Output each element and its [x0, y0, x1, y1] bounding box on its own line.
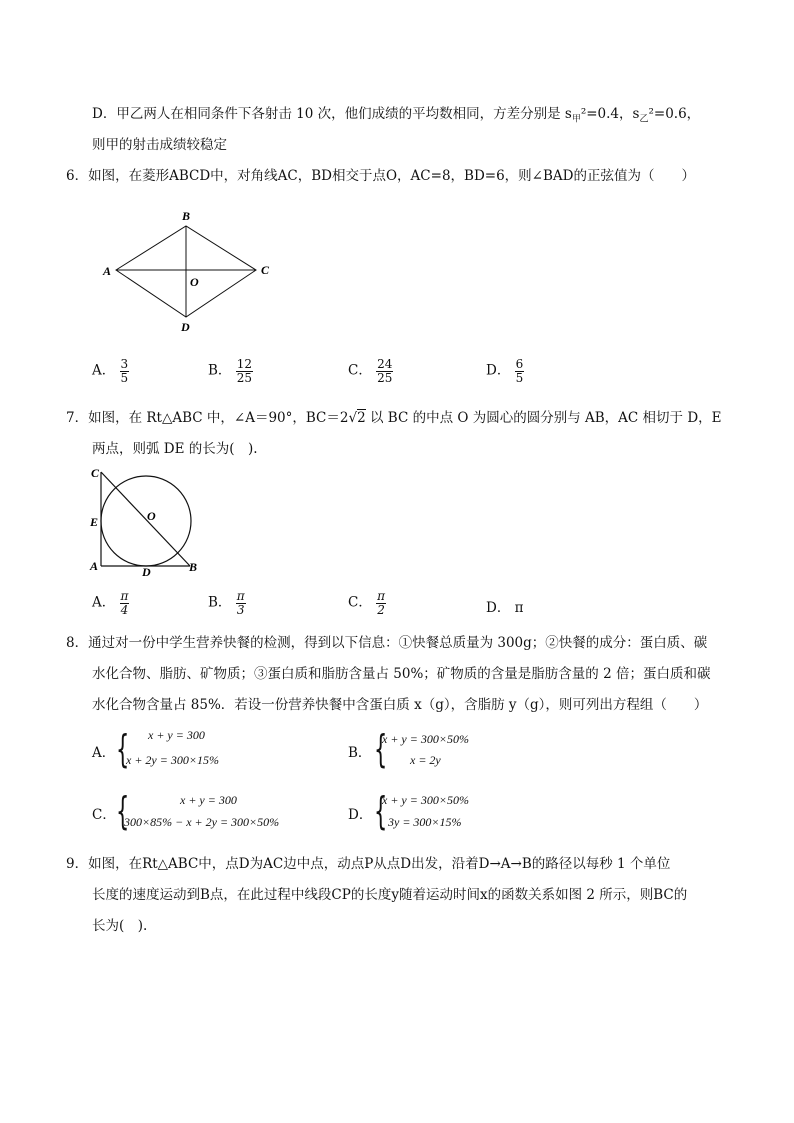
option-letter: B．	[208, 594, 232, 611]
equation-2: 3y = 300×15%	[388, 815, 462, 829]
q7-stem-line1	[66, 406, 722, 426]
q8-option-d[interactable]	[348, 788, 548, 838]
fraction	[376, 358, 393, 384]
q8-stem-line3: 水化合物含量占 85%．若设一份营养快餐中含蛋白质 x（g），含脂肪 y（g），则可列出方程组（ ）	[92, 697, 708, 713]
equation-1: x + y = 300	[148, 728, 205, 742]
q5-text-a: D．甲乙两人在相同条件下各射击 10 次，他们成绩的平均数相同，方差分别是 s	[92, 106, 572, 122]
q9-stem-line1: 9．如图，在Rt△ABC中，点D为AC边中点，动点P从点D出发，沿着D→A→B的路径以每秒 1 个单位	[66, 856, 671, 872]
equation-2: x + 2y = 300×15%	[126, 753, 219, 767]
equation-1: x + y = 300×50%	[382, 793, 469, 807]
denominator: 5	[515, 370, 524, 385]
q8-option-a[interactable]	[92, 726, 292, 776]
label-o: O	[190, 275, 199, 289]
equation-1: x + y = 300	[180, 793, 237, 807]
fraction	[376, 590, 386, 616]
fraction	[236, 590, 246, 616]
inscribed-circle	[101, 476, 191, 566]
brace-icon: {	[374, 727, 388, 771]
option-letter: D．	[486, 362, 511, 379]
label-b: B	[182, 209, 191, 223]
denominator: 3	[236, 602, 245, 617]
brace-icon: {	[116, 789, 130, 833]
q7-stem-a: 7．如图，在 Rt△ABC 中，∠A＝90°，BC＝2	[66, 410, 349, 426]
q6-stem: 6．如图，在菱形ABCD中，对角线AC，BD相交于点O，AC=8，BD=6，则∠BAD的正弦值为（ ）	[66, 168, 695, 184]
q7-option-a[interactable]	[92, 590, 129, 616]
numerator: 24	[377, 357, 393, 371]
q7-option-d[interactable]	[486, 596, 524, 616]
denominator: 5	[120, 370, 129, 385]
q7-triangle-figure	[86, 462, 216, 580]
q6-option-d[interactable]	[486, 358, 524, 384]
q5-sub-jia: 甲	[571, 114, 581, 125]
option-letter: A．	[92, 362, 116, 379]
sqrt-value: 2	[357, 410, 366, 426]
label-d: D	[181, 320, 190, 334]
label-a: A	[90, 559, 99, 573]
q5-option-d-line1	[92, 102, 700, 125]
numerator: π	[377, 589, 386, 603]
brace-icon: {	[116, 727, 130, 771]
option-letter: A．	[92, 594, 116, 611]
label-e: E	[90, 515, 99, 529]
option-letter: A．	[92, 745, 116, 761]
numerator: 12	[236, 357, 252, 371]
q5-option-d-line2: 则甲的射击成绩较稳定	[92, 137, 227, 153]
sqrt-sign: √	[348, 410, 358, 426]
option-letter: C．	[348, 362, 372, 379]
hypotenuse-bc	[101, 472, 190, 566]
numerator: 6	[515, 357, 524, 371]
q7-option-c[interactable]	[348, 590, 386, 616]
label-d: D	[142, 565, 151, 579]
fraction	[515, 358, 525, 384]
q5-text-c: ²=0.6，	[648, 106, 701, 122]
denominator: 25	[236, 370, 252, 385]
equation-1: x + y = 300×50%	[382, 732, 469, 746]
option-letter: D．	[486, 600, 511, 616]
q9-stem-line2: 长度的速度运动到B点，在此过程中线段CP的长度y随着运动时间x的函数关系如图 2 所示，则BC的	[92, 887, 688, 903]
q6-option-b[interactable]	[208, 358, 253, 384]
fraction	[120, 358, 130, 384]
numerator: π	[120, 589, 129, 603]
denominator: 25	[377, 370, 393, 385]
q6-option-c[interactable]	[348, 358, 393, 384]
label-a: A	[103, 264, 112, 278]
option-letter: B．	[348, 745, 372, 761]
q7-stem-b: 以 BC 的中点 O 为圆心的圆分别与 AB，AC 相切于 D，E	[369, 410, 722, 426]
option-letter: D．	[348, 807, 373, 823]
brace-icon: {	[374, 789, 388, 833]
q7-stem-line2: 两点，则弧 DE 的长为( ).	[92, 441, 258, 457]
q5-sub-yi: 乙	[639, 114, 649, 125]
denominator: 2	[377, 602, 385, 617]
label-c: C	[91, 466, 100, 480]
label-c: C	[261, 263, 270, 277]
q8-option-c[interactable]	[92, 788, 332, 838]
q5-text-b: ²=0.4，s	[580, 106, 640, 122]
q8-option-b[interactable]	[348, 726, 548, 776]
numerator: 3	[120, 357, 129, 371]
q6-option-a[interactable]	[92, 358, 129, 384]
label-b: B	[189, 560, 198, 574]
denominator: 4	[120, 602, 129, 617]
label-o: O	[147, 509, 156, 523]
q8-stem-line2: 水化合物、脂肪、矿物质；③蛋白质和脂肪含量占 50%；矿物质的含量是脂肪含量的 2 倍；蛋白质和碳	[92, 666, 711, 682]
q9-stem-line3: 长为( ).	[92, 918, 148, 934]
option-letter: C．	[348, 594, 372, 611]
option-value: π	[514, 600, 524, 616]
q7-option-b[interactable]	[208, 590, 246, 616]
q8-stem-line1: 8．通过对一份中学生营养快餐的检测，得到以下信息：①快餐总质量为 300g；②快餐的成分：蛋白质、碳	[66, 635, 708, 651]
fraction	[236, 358, 253, 384]
fraction	[120, 590, 130, 616]
equation-2: 300×85% − x + 2y = 300×50%	[124, 815, 280, 829]
option-letter: B．	[208, 362, 232, 379]
q6-rhombus-figure	[100, 205, 280, 335]
equation-2: x = 2y	[410, 753, 441, 767]
option-letter: C．	[92, 807, 116, 823]
numerator: π	[236, 589, 245, 603]
